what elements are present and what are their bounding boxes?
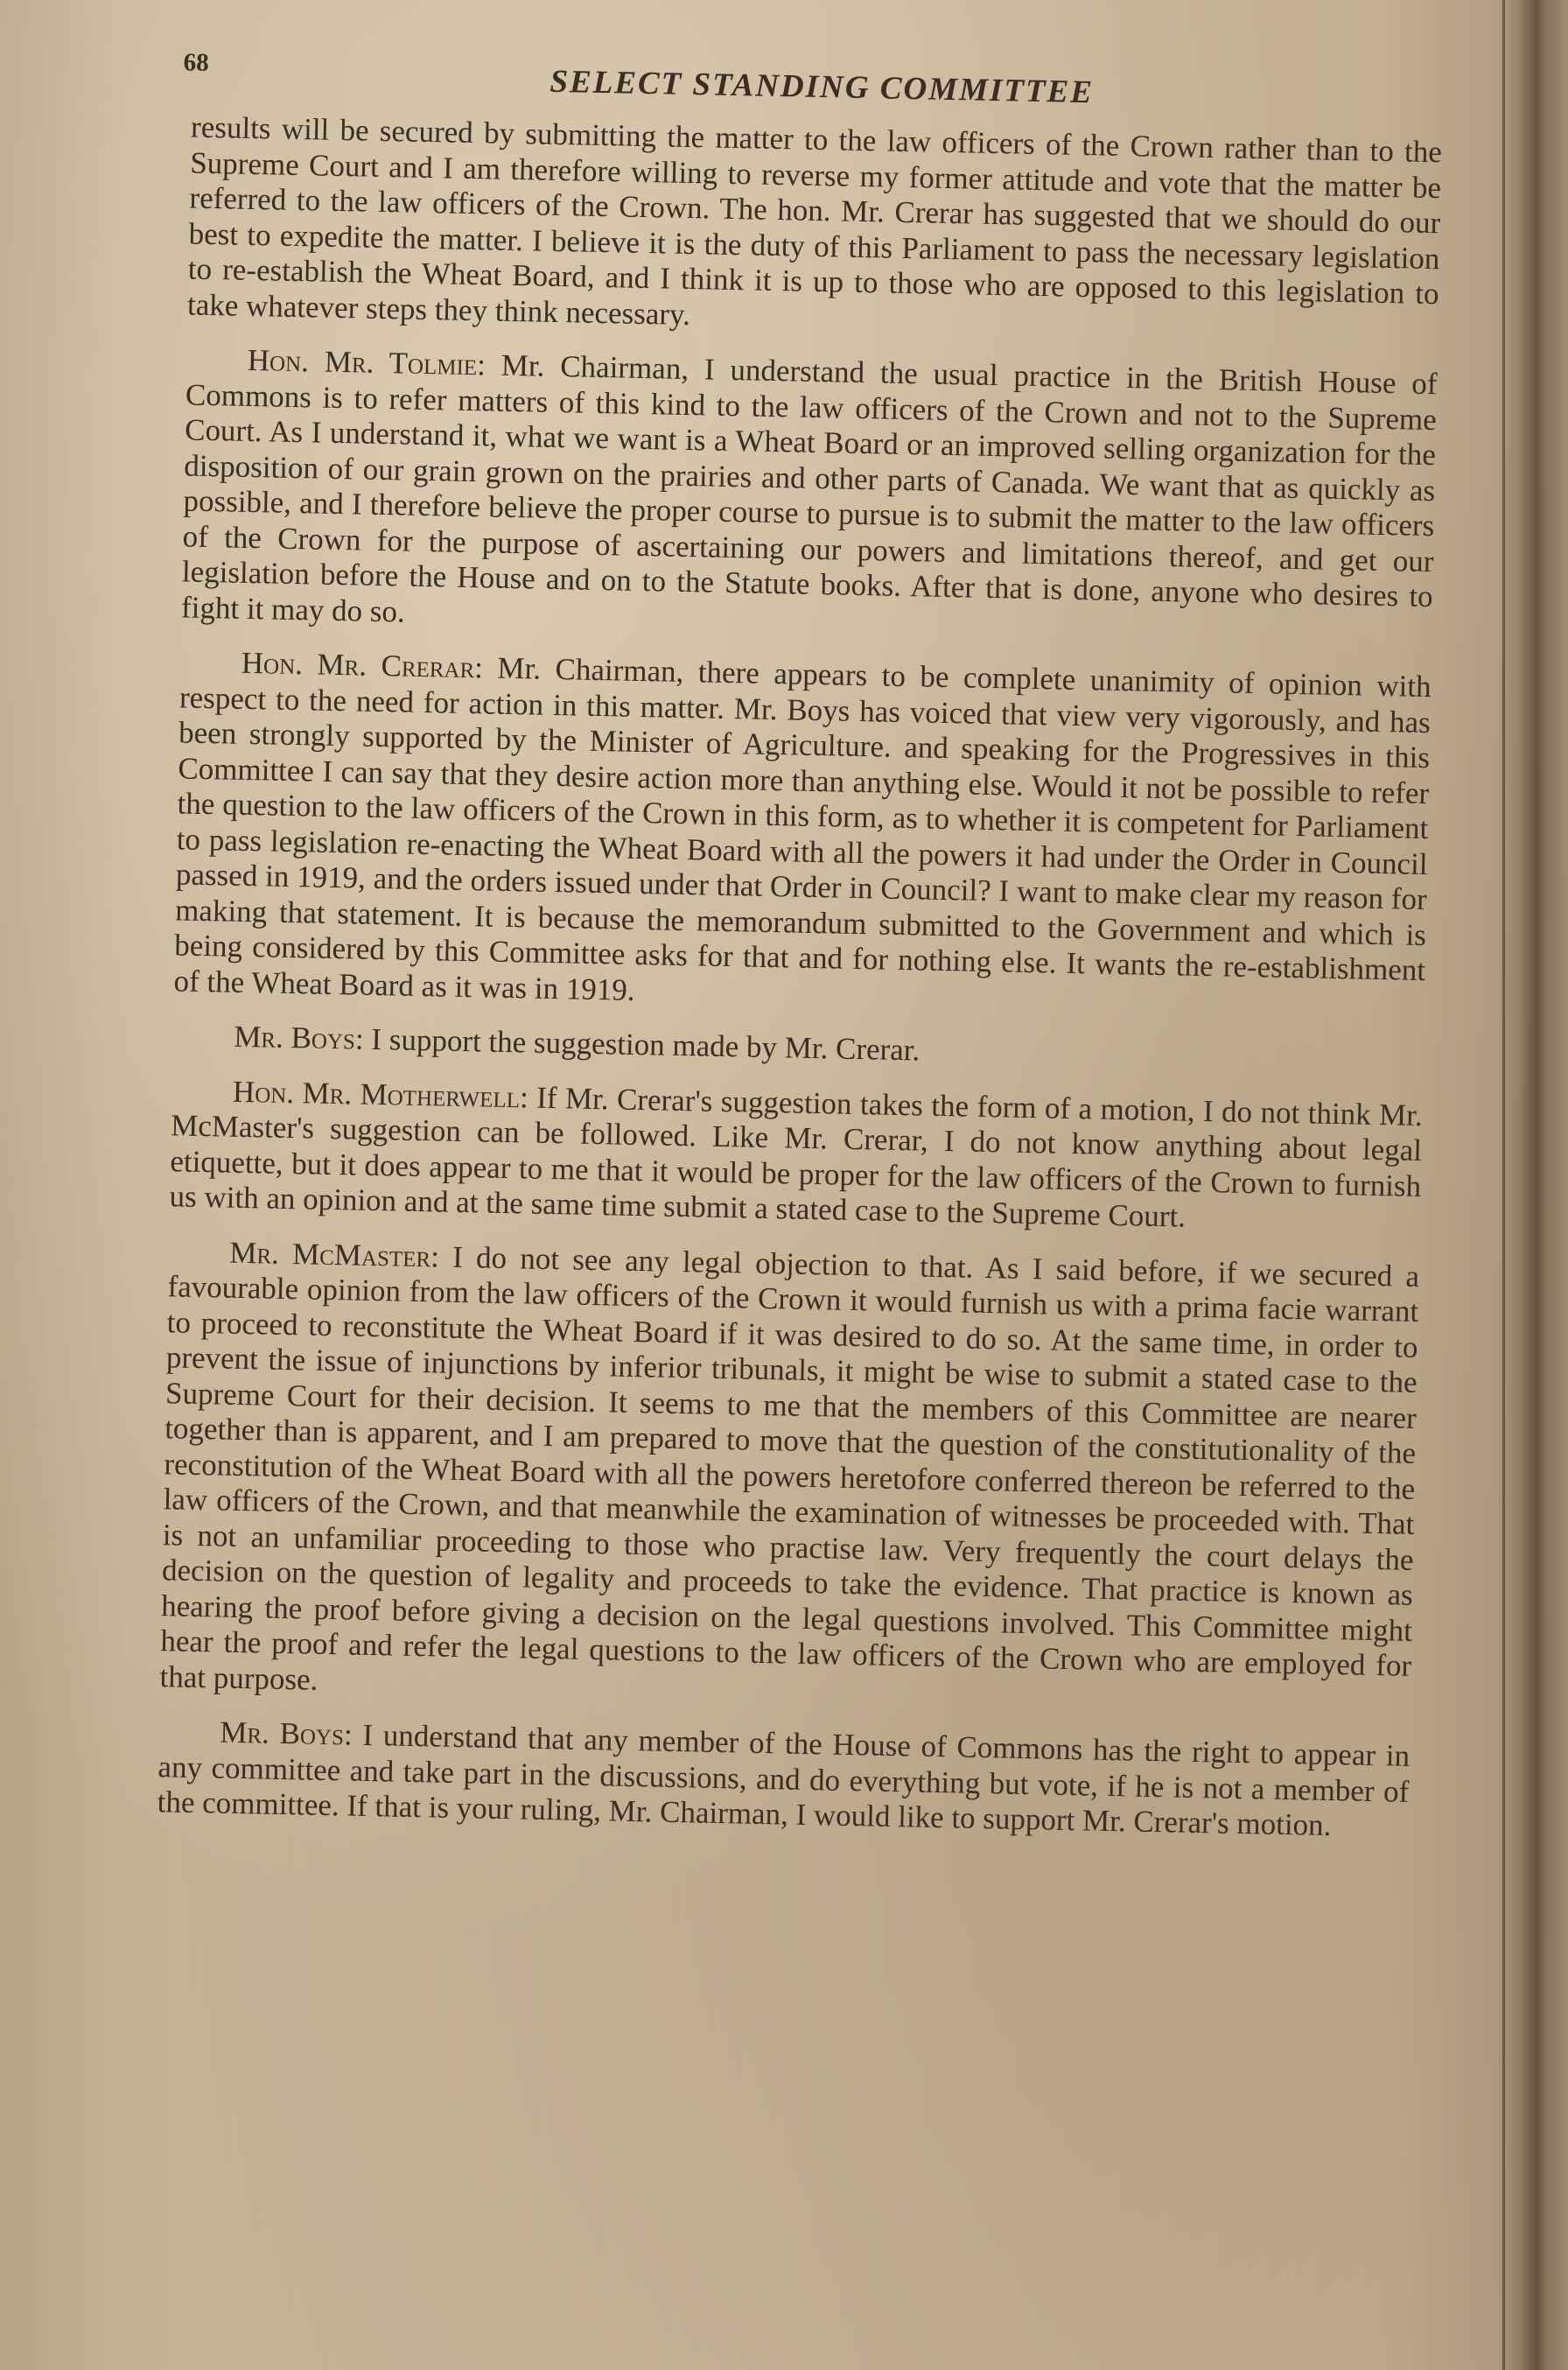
speaker-name: Mr. Boys: xyxy=(233,1019,365,1056)
speech-mcmaster xyxy=(159,1234,1419,1720)
speech-text: I understand that any member of the House of Commons has the right to appear in any committee and take part in the discussions, and do everything but vote, if he is not a member of the committee. If that is your ruling, Mr. Chairman, I would like to support Mr. Crerar's motion. xyxy=(157,1717,1410,1843)
speech-boys-2 xyxy=(157,1714,1410,1845)
speech-boys xyxy=(172,1018,1424,1078)
speaker-name: Hon. Mr. Tolmie: xyxy=(247,342,486,382)
speech-text: Mr. Chairman, there appears to be complete unanimity of opinion with respect to the need for action in this matter. Mr. Boys has voiced that view very vigorously, and has been strongly supported by the Minister of Agriculture. and speaking for the Progressives in this Committee I can say that they desire action more than anything else. Would it not be possible to refer the question to the law officers of the Crown in this form, as to whether it is competent for Parliament to pass legislation re-enacting the Wheat Board with all the powers it had under the Order in Council passed in 1919, and the orders issued under that Order in Council? I want to make clear my reason for making that statement. It is because the memorandum submitted to the Government and which is being considered by this Committee asks for that and for nothing else. It wants the re-establishment of the Wheat Board as it was in 1919. xyxy=(173,650,1432,1007)
speech-crerar xyxy=(173,644,1432,1024)
paragraph-text: results will be secured by submitting the matter to the law officers of the Crown rather than to the Supreme Court and I am therefore willing to reverse my former attitude and vote that the matter be referred to the law officers of the Crown. The hon. Mr. Crerar has suggested that we should do our best to expedite the matter. I believe it is the duty of this Parliament to pass the necessary legislation to re-establish the Wheat Board, and I think it is up to those who are opposed to this legislation to take whatever steps they think necessary. xyxy=(186,109,1443,332)
book-spine-shadow xyxy=(1498,0,1568,2370)
speaker-name: Mr. Boys: xyxy=(219,1714,354,1752)
speech-text: Mr. Chairman, I understand the usual practice in the British House of Commons is to refer matters of this kind to the law officers of the Crown and not to the Supreme Court. As I understand it, what we want is a Wheat Board or an improved selling organization for the disposition of our grain grown on the prairies and other parts of Canada. We want that as quickly as possible, and I therefore believe the proper course to pursue is to submit the matter to the law officers of the Crown for the purpose of ascertaining our powers and limitations thereof, and get our legislation before the House and on to the Statute books. After that is done, anyone who desires to fight it may do so. xyxy=(180,347,1438,629)
speaker-name: Hon. Mr. Motherwell: xyxy=(232,1074,529,1114)
speech-text: I support the suggestion made by Mr. Crerar. xyxy=(371,1021,920,1068)
page-content xyxy=(113,39,1496,1866)
speaker-name: Mr. McMaster: xyxy=(228,1235,440,1273)
page-number: 68 xyxy=(183,48,209,77)
speech-text: I do not see any legal objection to that. As I said before, if we secured a favourable opinion from the law officers of the Crown it would furnish us with a prima facie warrant to proceed to reconstitute the Wheat Board if it was desired to do so. At the same time, in order to prevent the issue of injunctions by inferior tribunals, it might be wise to submit a stated case to the Supreme Court for their decision. It seems to me that the members of this Committee are nearer together than is apparent, and I am prepared to move that the question of the constitutionality of the reconstitution of the Wheat Board with all the powers heretofore conferred thereon be referred to the law officers of the Crown, and that meanwhile the examination of witnesses be proceeded with. That is not an unfamiliar proceeding to those who practise law. Very frequently the court delays the decision on the question of legality and proceeds to take the evidence. That practice is known as hearing the proof before giving a decision on the legal questions involved. This Committee might hear the proof and refer the legal questions to the law officers of the Crown who are employed for that purpose. xyxy=(159,1239,1420,1697)
page-edge-line xyxy=(1502,0,1505,2370)
speech-tolmie xyxy=(181,341,1438,650)
speech-text: If Mr. Crerar's suggestion takes the form of a motion, I do not think Mr. McMaster's suggestion can be followed. Like Mr. Crerar, I do not know anything about legal etiquette, but it does appear to me that it would be proper for the law officers of the Crown to furnish us with an opinion and at the same time submit a stated case to the Supreme Court. xyxy=(169,1080,1424,1234)
speech-motherwell xyxy=(169,1073,1423,1240)
body-text xyxy=(113,109,1494,1847)
paragraph-continuation xyxy=(187,110,1443,348)
speaker-name: Hon. Mr. Crerar: xyxy=(241,645,484,685)
running-head: SELECT STANDING COMMITTEE xyxy=(550,63,1095,111)
